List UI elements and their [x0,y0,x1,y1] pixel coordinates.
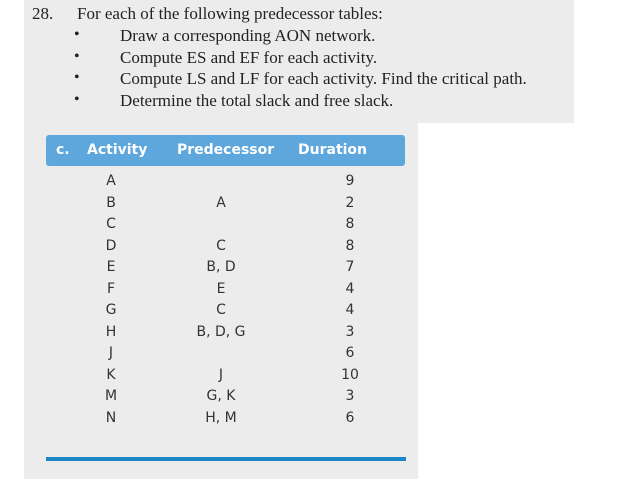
predecessor-cell: B, D, G [196,323,246,340]
activity-cell: G [105,302,117,318]
table-row [24,324,418,344]
duration-cell: 10 [341,366,359,383]
predecessor-cell: H, M [205,409,237,426]
table-row [24,410,418,430]
instruction-text: Compute LS and LF for each activity. Find the critical path. [120,69,527,88]
question-number: 28. [32,4,54,23]
activity-cell: K [106,366,116,383]
predecessor-cell: A [216,194,226,211]
duration-cell: 6 [345,345,355,361]
activity-cell: F [106,280,116,297]
predecessor-cell: C [216,237,226,254]
predecessor-cell: C [216,302,226,318]
question-text: For each of the following predecessor tables: [77,4,383,23]
part-label: c. [56,142,70,158]
table-header [46,135,405,166]
duration-cell: 6 [345,409,355,426]
table-row [24,195,418,215]
predecessor-table [24,123,418,479]
activity-cell: M [104,388,118,404]
activity-cell: E [106,259,116,275]
duration-cell: 8 [345,216,355,232]
activity-cell: H [105,323,117,340]
duration-cell: 3 [345,323,355,340]
predecessor-cell: J [218,366,224,383]
duration-cell: 4 [345,302,355,318]
instruction-text: Draw a corresponding AON network. [120,26,376,45]
table-row [24,216,418,236]
header-duration: Duration [298,142,368,158]
activity-cell: C [106,216,116,232]
activity-cell: N [105,409,117,426]
table-row [24,173,418,193]
duration-cell: 4 [345,280,355,297]
table-row [24,367,418,387]
bullet-icon: • [74,26,80,43]
bullet-icon: • [74,47,80,65]
bullet-icon: • [74,90,80,108]
table-row [24,345,418,365]
duration-cell: 9 [345,173,355,189]
table-row [24,281,418,301]
duration-cell: 2 [345,194,355,211]
instruction-text: Compute ES and EF for each activity. [120,47,378,67]
question-box [24,0,574,123]
table-row [24,238,418,258]
header-predecessor: Predecessor [177,142,275,158]
activity-cell: J [108,345,114,361]
duration-cell: 7 [345,259,355,275]
table-bottom-rule [46,457,406,461]
duration-cell: 3 [345,388,355,404]
instruction-text: Determine the total slack and free slack. [120,90,394,110]
predecessor-cell: G, K [206,388,236,404]
predecessor-cell: E [216,280,226,297]
table-row [24,302,418,322]
table-row [24,259,418,279]
activity-cell: B [106,194,116,211]
predecessor-cell: B, D [206,259,236,275]
duration-cell: 8 [345,237,355,254]
bullet-icon: • [74,69,80,86]
table-row [24,388,418,408]
activity-cell: A [106,173,116,189]
activity-cell: D [105,237,117,254]
header-activity: Activity [87,142,148,158]
